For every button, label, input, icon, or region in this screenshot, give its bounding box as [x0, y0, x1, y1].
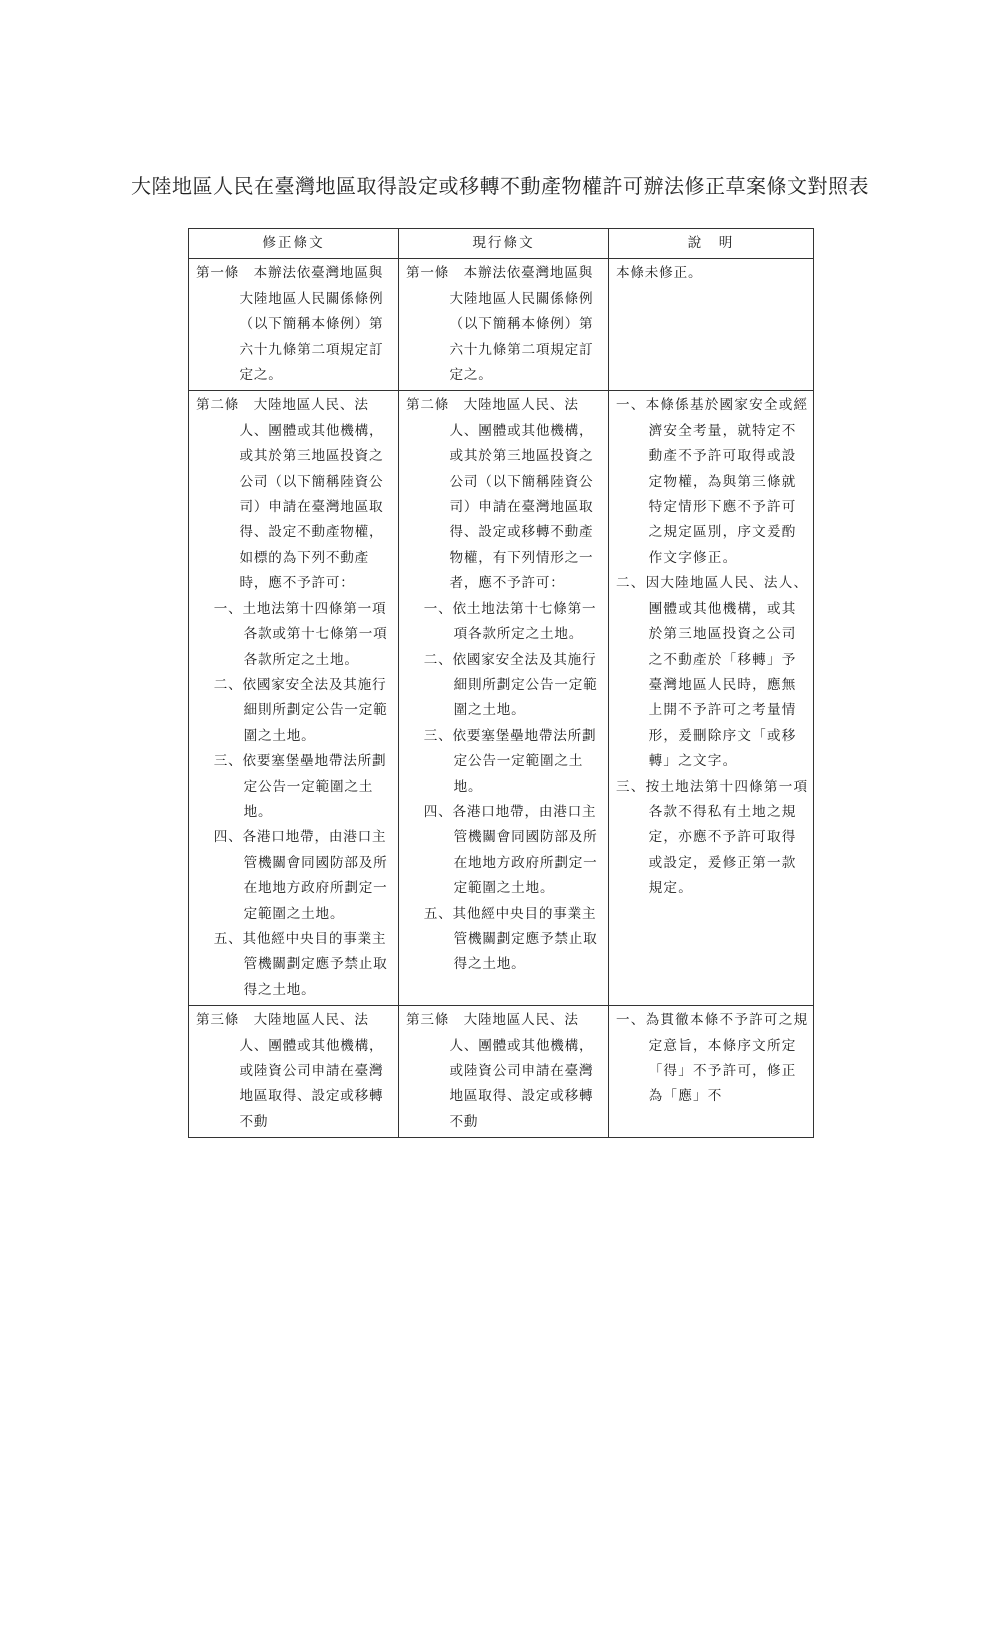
article-text: 第一條 本辦法依臺灣地區與大陸地區人民關係條例（以下簡稱本條例）第六十九條第二項規定訂定之。 — [406, 265, 594, 384]
article-item: 三、依要塞堡壘地帶法所劃定公告一定範圍之土地。 — [213, 753, 387, 820]
table-row-article-2 — [189, 391, 814, 1006]
cell-amended — [189, 391, 399, 1006]
note-item: 二、因大陸地區人民、法人、團體或其他機構，或其於第三地區投資之公司之不動產於「移轉」予臺灣地區人民時，應無上開不予許可之考量情形，爰刪除序文「或移轉」之文字。 — [616, 575, 809, 770]
cell-notes — [609, 1006, 814, 1138]
article-item: 二、依國家安全法及其施行細則所劃定公告一定範圍之土地。 — [423, 651, 598, 719]
comparison-table — [188, 228, 814, 1138]
note-item: 一、為貫徹本條不予許可之規定意旨，本條序文所定「得」不予許可，修正為「應」不 — [616, 1012, 809, 1105]
article-item: 一、土地法第十四條第一項各款或第十七條第一項各款所定之土地。 — [213, 600, 388, 668]
table-row-article-3 — [189, 1006, 814, 1138]
article-text: 第二條 大陸地區人民、法人、團體或其他機構，或其於第三地區投資之公司（以下簡稱陸資公司）申請在臺灣地區取得、設定不動產物權，如標的為下列不動產時，應不予許可： — [196, 397, 384, 592]
header-current: 現行條文 — [399, 229, 609, 259]
header-amended: 修正條文 — [189, 229, 399, 259]
table-header-row — [189, 229, 814, 259]
article-text: 第一條 本辦法依臺灣地區與大陸地區人民關係條例（以下簡稱本條例）第六十九條第二項規定訂定之。 — [196, 265, 384, 384]
article-item: 五、其他經中央目的事業主管機關劃定應予禁止取得之土地。 — [213, 930, 388, 998]
cell-current — [399, 259, 609, 391]
cell-current — [399, 1006, 609, 1138]
article-item: 五、其他經中央目的事業主管機關劃定應予禁止取得之土地。 — [423, 905, 598, 973]
article-item: 四、各港口地帶，由港口主管機關會同國防部及所在地地方政府所劃定一定範圍之土地。 — [423, 803, 598, 897]
article-item: 四、各港口地帶，由港口主管機關會同國防部及所在地地方政府所劃定一定範圍之土地。 — [213, 829, 388, 922]
note-item: 一、本條係基於國家安全或經濟安全考量，就特定不動產不予許可取得或設定物權，為與第三條就特定情形下應不予許可之規定區別，序文爰酌作文字修正。 — [616, 397, 809, 566]
article-text: 第三條 大陸地區人民、法人、團體或其他機構，或陸資公司申請在臺灣地區取得、設定或移轉不動 — [406, 1012, 594, 1130]
cell-notes — [609, 391, 814, 1006]
table-row-article-1 — [189, 259, 814, 391]
note-text: 本條未修正。 — [616, 265, 703, 282]
cell-notes — [609, 259, 814, 391]
article-text: 第三條 大陸地區人民、法人、團體或其他機構，或陸資公司申請在臺灣地區取得、設定或移轉不動 — [196, 1012, 384, 1130]
cell-amended — [189, 259, 399, 391]
article-text: 第二條 大陸地區人民、法人、團體或其他機構，或其於第三地區投資之公司（以下簡稱陸資公司）申請在臺灣地區取得、設定或移轉不動產物權，有下列情形之一者，應不予許可： — [406, 397, 594, 592]
header-notes: 說 明 — [609, 229, 814, 259]
article-item: 三、依要塞堡壘地帶法所劃定公告一定範圍之土地。 — [423, 727, 597, 795]
article-item: 一、依土地法第十七條第一項各款所定之土地。 — [423, 600, 597, 643]
cell-amended — [189, 1006, 399, 1138]
note-item: 三、按土地法第十四條第一項各款不得私有土地之規定，亦應不予許可取得或設定，爰修正第一款規定。 — [616, 778, 809, 897]
document-title: 大陸地區人民在臺灣地區取得設定或移轉不動產物權許可辦法修正草案條文對照表 — [131, 174, 869, 198]
cell-current — [399, 391, 609, 1006]
article-item: 二、依國家安全法及其施行細則所劃定公告一定範圍之土地。 — [213, 676, 388, 744]
